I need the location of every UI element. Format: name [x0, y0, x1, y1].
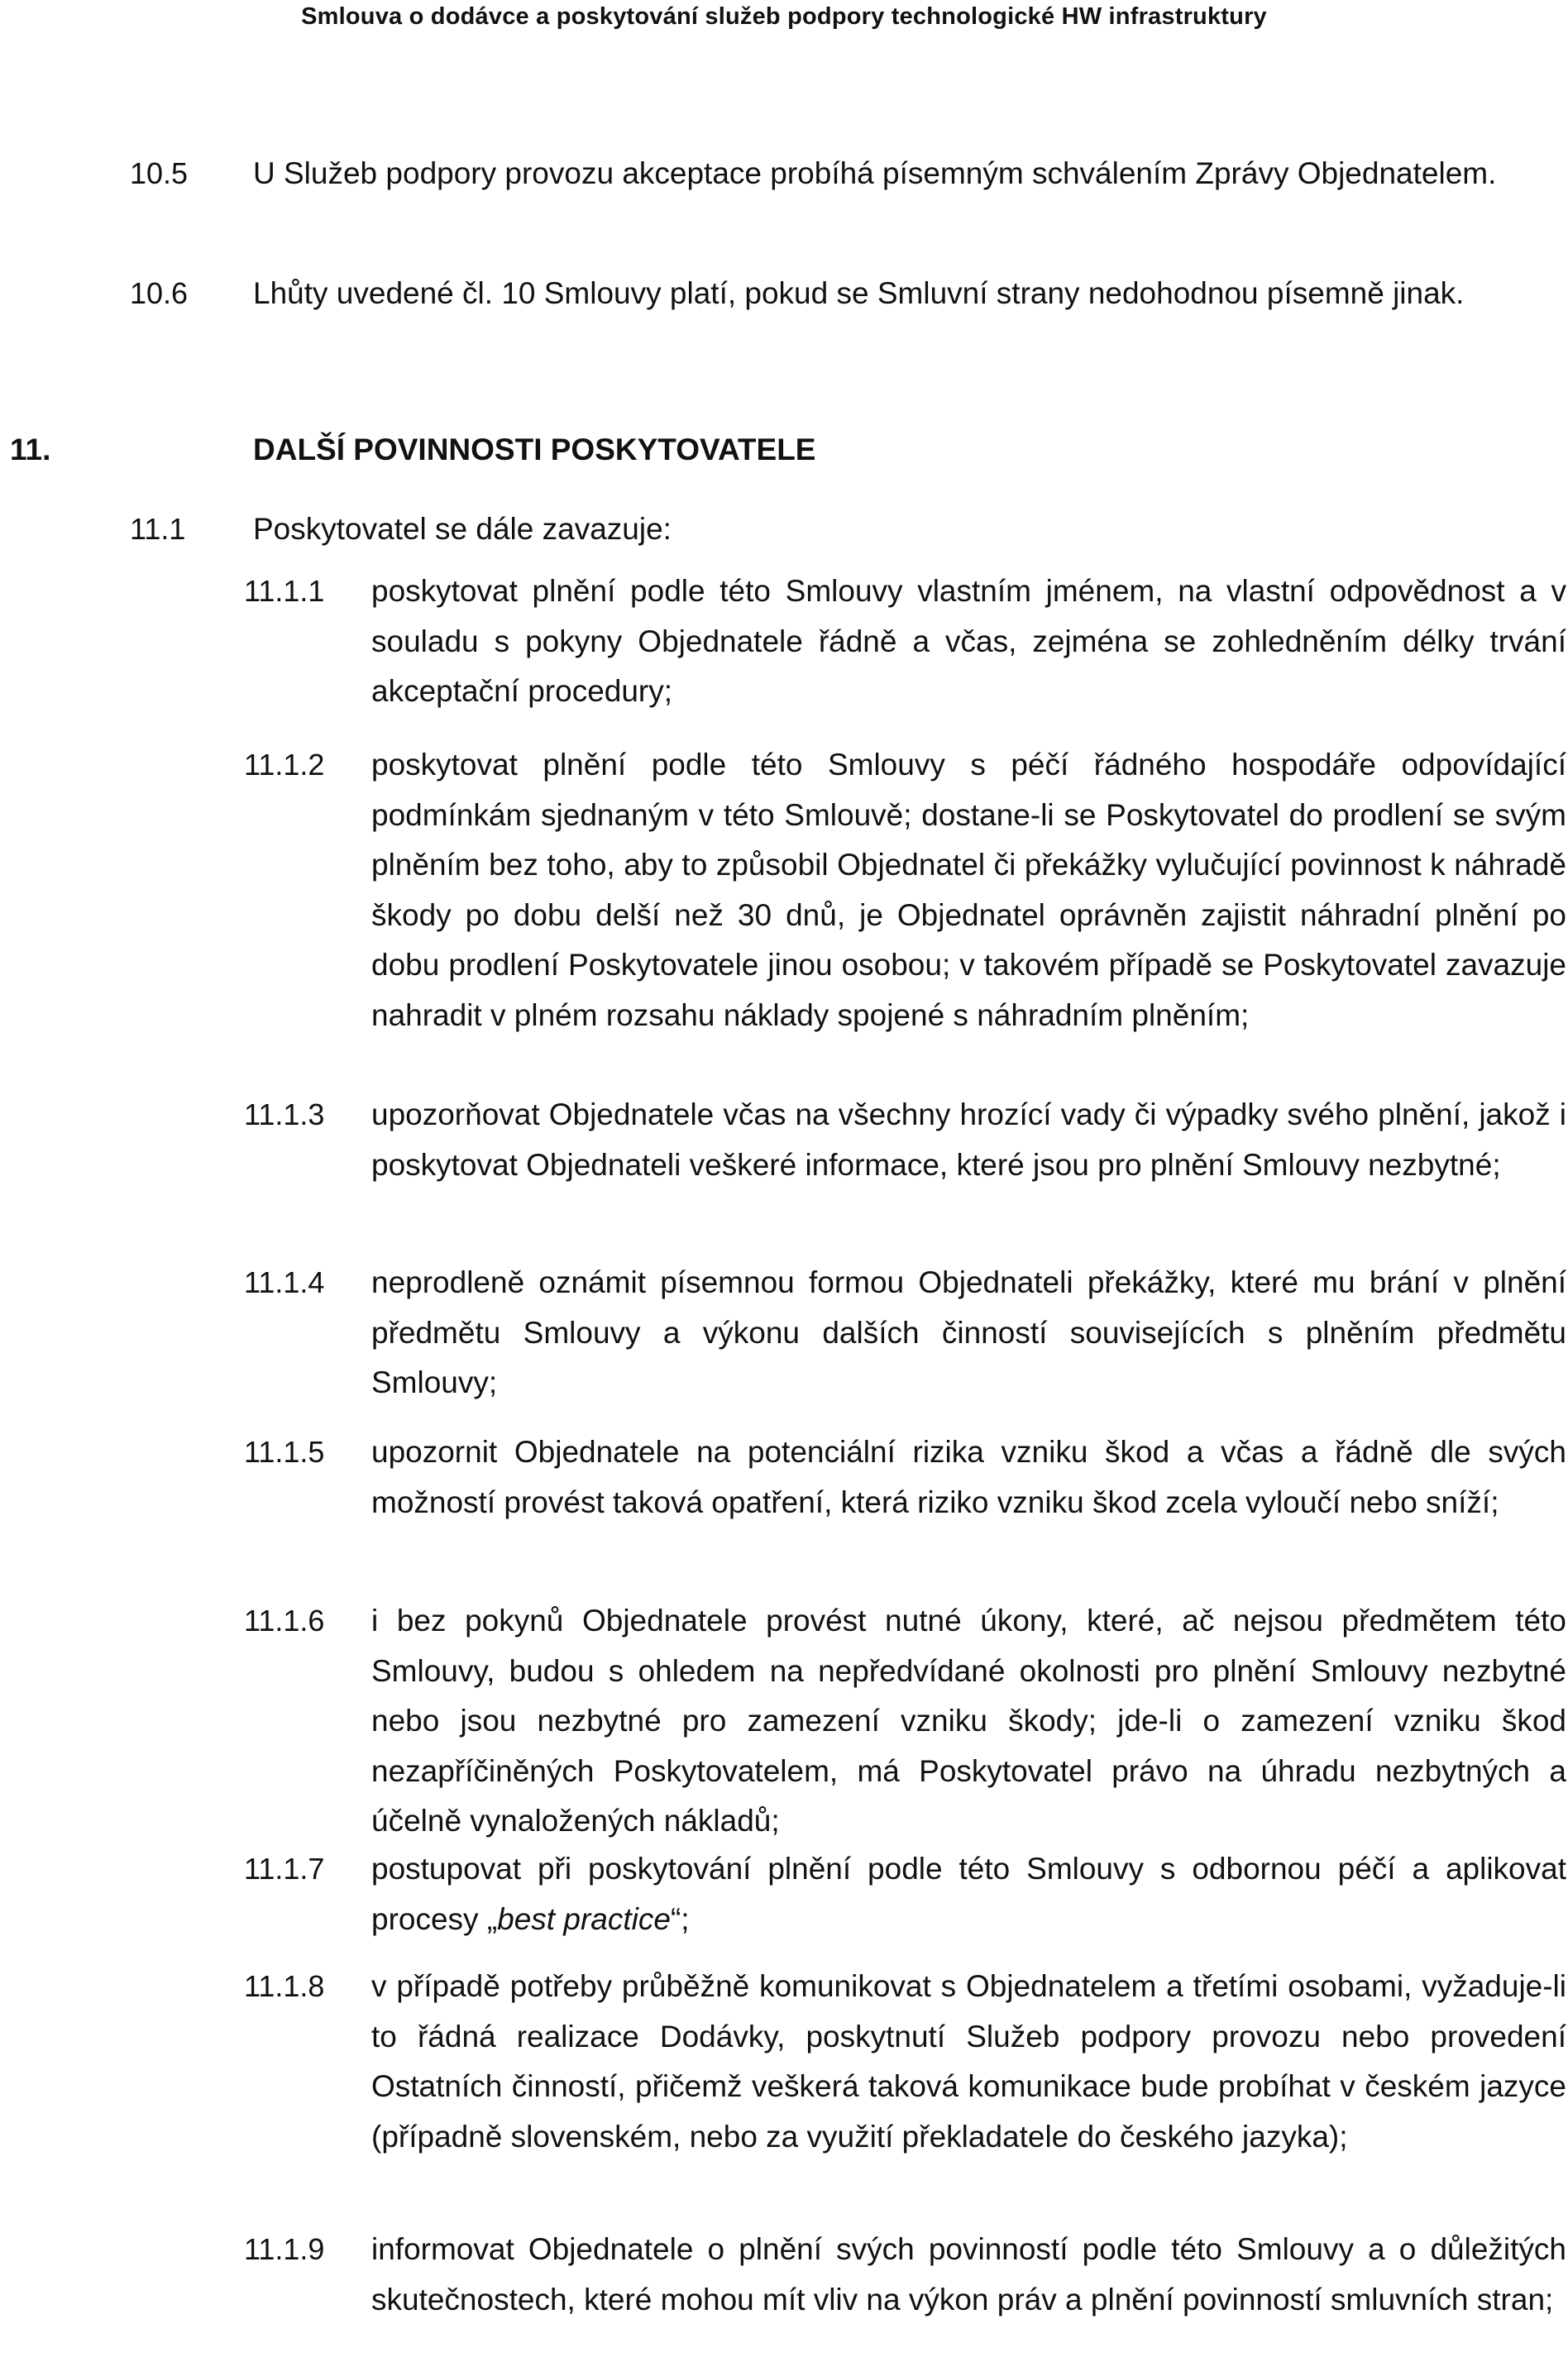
item-number: 11.1.3	[244, 1097, 325, 1131]
item-text-part: “;	[670, 1901, 690, 1936]
item-text	[371, 1844, 1566, 1944]
item-text: upozorňovat Objednatele včas na všechny hrozící vady či výpadky svého plnění, jakož i poskytovat Objednateli veškeré informace, které jsou pro plnění Smlouvy nezbytné;	[371, 1097, 1566, 1182]
item-number: 11.1.2	[244, 748, 325, 782]
section-number: 11.	[10, 433, 51, 466]
clause-text: U Služeb podpory provozu akceptace probíhá písemným schválením Zprávy Objednatelem.	[253, 156, 1497, 190]
running-header: Smlouva o dodávce a poskytování služeb podpory technologické HW infrastruktury	[301, 3, 1267, 30]
item-text: poskytovat plnění podle této Smlouvy s péčí řádného hospodáře odpovídající podmínkám sjednaným v této Smlouvě; dostane-li se Poskytovatel do prodlení se svým plněním bez toho, aby to způsobil Objednatel či překážky vylučující povinnost k náhradě škody po dobu delší než 30 dnů, je Objednatel oprávněn zajistit náhradní plnění po dobu prodlení Poskytovatele jinou osobou; v takovém případě se Poskytovatel zavazuje nahradit v plném rozsahu náklady spojené s náhradním plněním;	[371, 748, 1566, 1032]
item-number: 11.1.6	[244, 1604, 325, 1638]
clause-text: Lhůty uvedené čl. 10 Smlouvy platí, pokud se Smluvní strany nedohodnou písemně jinak.	[253, 276, 1465, 310]
item-text: neprodleně oznámit písemnou formou Objednateli překážky, které mu brání v plnění předmětu Smlouvy a výkonu dalších činností souvisejících s plněním předmětu Smlouvy;	[371, 1265, 1566, 1399]
section-title: DALŠÍ POVINNOSTI POSKYTOVATELE	[253, 433, 816, 466]
clause-number: 10.5	[130, 156, 189, 190]
clause-number: 10.6	[130, 276, 189, 310]
item-number: 11.1.5	[244, 1435, 325, 1469]
item-text-italic: best practice	[497, 1901, 671, 1936]
item-text: i bez pokynů Objednatele provést nutné úkony, které, ač nejsou předmětem této Smlouvy, budou s ohledem na nepředvídané okolnosti pro plnění Smlouvy nezbytné nebo jsou nezbytné pro zamezení vzniku škody; jde-li o zamezení vzniku škod nezapříčiněných Poskytovatelem, má Poskytovatel právo na úhradu nezbytných a účelně vynaložených nákladů;	[371, 1604, 1566, 1838]
item-text: poskytovat plnění podle této Smlouvy vlastním jménem, na vlastní odpovědnost a v souladu s pokyny Objednatele řádně a včas, zejména se zohledněním délky trvání akceptační procedury;	[371, 574, 1566, 708]
clause-text: Poskytovatel se dále zavazuje:	[253, 512, 672, 546]
item-text: informovat Objednatele o plnění svých povinností podle této Smlouvy a o důležitých skutečnostech, které mohou mít vliv na výkon práv a plnění povinností smluvních stran;	[371, 2232, 1566, 2317]
item-text-part: postupovat při poskytování plnění podle této Smlouvy s odbornou péčí a aplikovat procesy „	[371, 1852, 1566, 1936]
item-number: 11.1.8	[244, 1969, 325, 2003]
item-number: 11.1.4	[244, 1265, 325, 1299]
item-number: 11.1.9	[244, 2232, 325, 2266]
item-text: upozornit Objednatele na potenciální rizika vzniku škod a včas a řádně dle svých možností provést taková opatření, která riziko vzniku škod zcela vyloučí nebo sníží;	[371, 1435, 1566, 1519]
clause-number: 11.1	[130, 512, 186, 546]
item-number: 11.1.7	[244, 1852, 325, 1886]
item-text: v případě potřeby průběžně komunikovat s Objednatelem a třetími osobami, vyžaduje-li to řádná realizace Dodávky, poskytnutí Služeb podpory provozu nebo provedení Ostatních činností, přičemž veškerá taková komunikace bude probíhat v českém jazyce (případně slovenském, nebo za využití překladatele do českého jazyka);	[371, 1969, 1566, 2154]
item-number: 11.1.1	[244, 574, 325, 608]
